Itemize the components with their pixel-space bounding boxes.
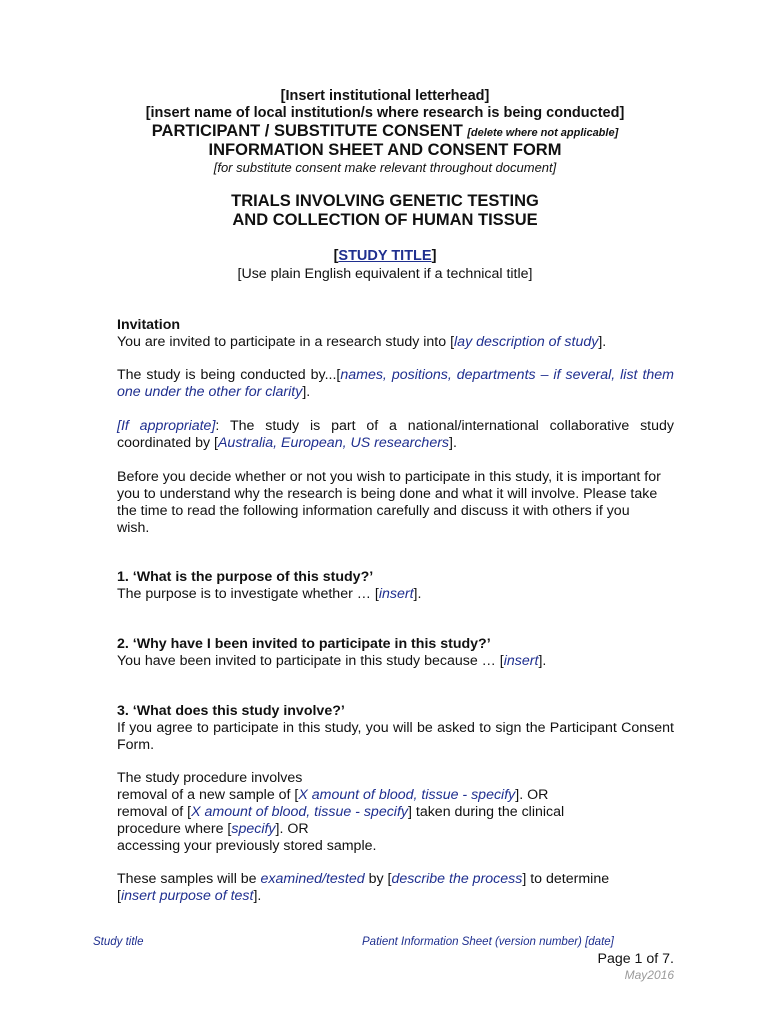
q2-heading: 2. ‘Why have I been invited to participate in this study?’ — [117, 636, 491, 652]
invitation-p2: The study is being conducted by...[names, positions, departments – if several, list them one under the other for clarity]. — [117, 367, 674, 400]
invitation-heading: Invitation — [117, 317, 181, 333]
q3-samples-line2: [insert purpose of test]. — [117, 888, 262, 904]
q1-heading: 1. ‘What is the purpose of this study?’ — [117, 569, 374, 585]
q1-text: The purpose is to investigate whether … [insert]. — [117, 586, 422, 602]
q3-procedure-intro: The study procedure involves — [117, 770, 303, 786]
consent-note: [delete where not applicable] — [467, 127, 619, 139]
invitation-p4: Before you decide whether or not you wish to participate in this study, it is important for you to understand why the research is being done and what it will involve. Please take the time to read the following information carefully and discuss it with others if you wish. — [117, 469, 661, 536]
q3-procedure-c: accessing your previously stored sample. — [117, 838, 377, 854]
q3-heading: 3. ‘What does this study involve?’ — [117, 703, 345, 719]
substitute-note: [for substitute consent make relevant throughout document] — [213, 160, 557, 175]
letterhead-placeholder: [Insert institutional letterhead] — [280, 88, 490, 104]
footer-date: May2016 — [624, 968, 674, 982]
study-title: STUDY TITLE — [338, 248, 432, 264]
page-number: Page 1 of 7. — [597, 951, 674, 967]
footer-version: Patient Information Sheet (version number) [date] — [362, 936, 614, 948]
consent-title: PARTICIPANT / SUBSTITUTE CONSENT — [151, 122, 463, 140]
plain-english-note: [Use plain English equivalent if a technical title] — [237, 266, 533, 282]
invitation-p1: You are invited to participate in a research study into [lay description of study]. — [117, 334, 607, 350]
invitation-p3: [If appropriate]: The study is part of a national/international collaborative study coordinated by [Australia, European, US researchers]. — [117, 418, 674, 451]
info-sheet-title: INFORMATION SHEET AND CONSENT FORM — [208, 141, 562, 159]
q3-procedure-b: removal of [X amount of blood, tissue - specify] taken during the clinical — [117, 804, 565, 820]
q3-samples-line1: These samples will be examined/tested by [describe the process] to determine — [117, 871, 610, 887]
footer-study-title: Study title — [93, 936, 144, 948]
q3-procedure-b2: procedure where [specify]. OR — [117, 821, 309, 837]
institution-placeholder: [insert name of local institution/s where research is being conducted] — [145, 105, 625, 121]
q2-text: You have been invited to participate in this study because … [insert]. — [117, 653, 547, 669]
consent-title-line — [0, 122, 770, 141]
q3-procedure-a: removal of a new sample of [X amount of blood, tissue - specify]. OR — [117, 787, 549, 803]
q3-p1: If you agree to participate in this study, you will be asked to sign the Participant Consent Form. — [117, 720, 674, 753]
trials-heading-line1: TRIALS INVOLVING GENETIC TESTING — [231, 192, 539, 210]
study-title-line: [STUDY TITLE] — [333, 248, 437, 264]
trials-heading-line2: AND COLLECTION OF HUMAN TISSUE — [232, 211, 538, 229]
